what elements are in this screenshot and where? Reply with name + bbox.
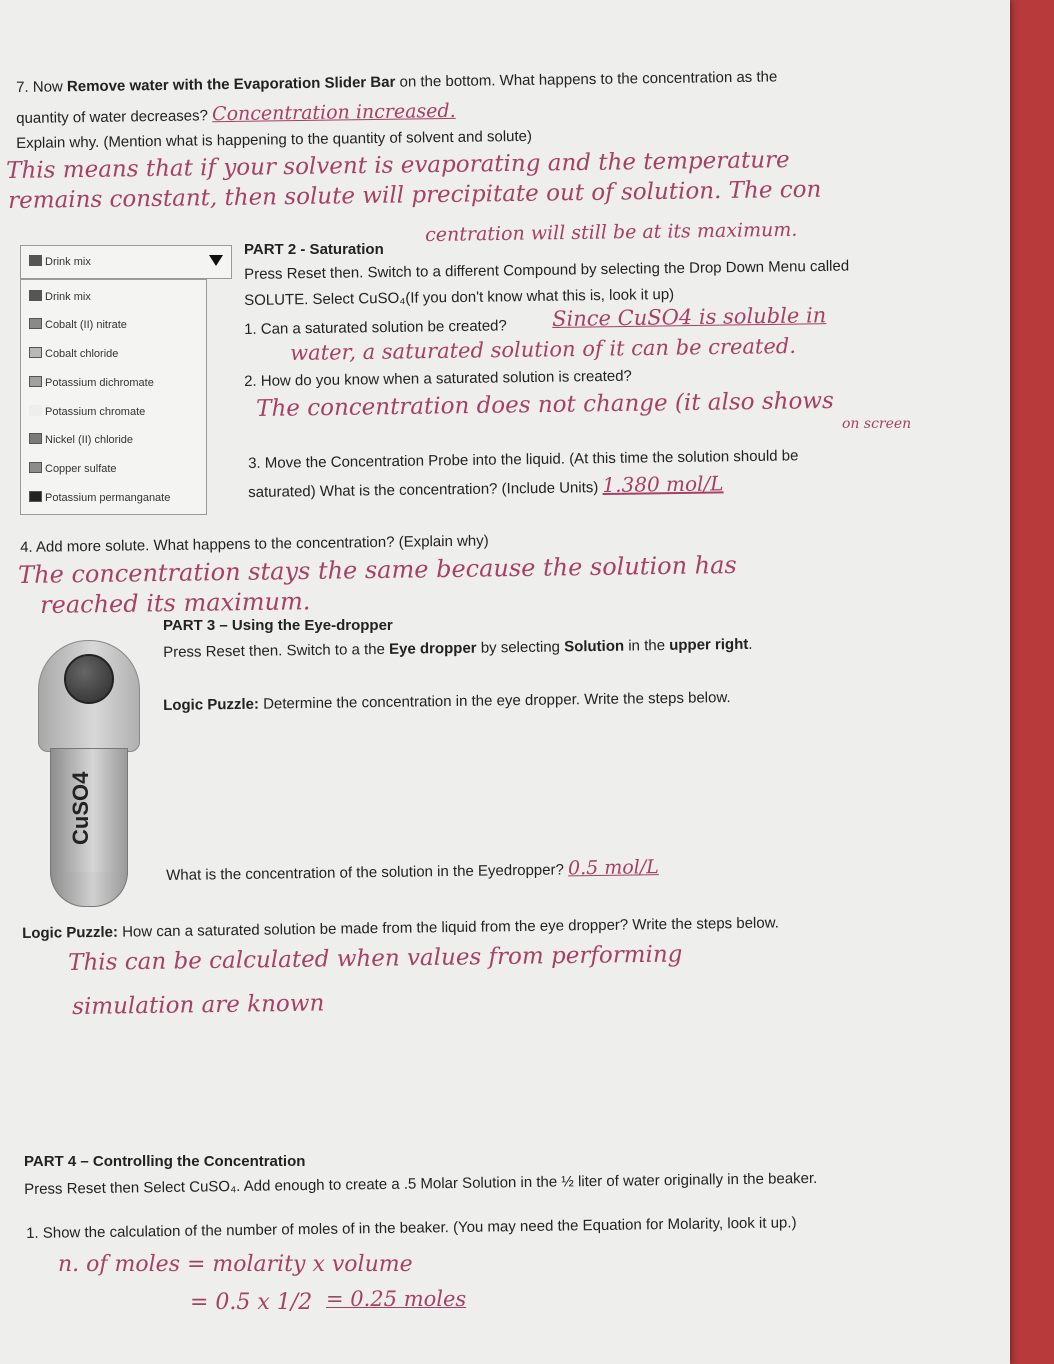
part2-a2-line2: on screen xyxy=(842,416,912,432)
dropdown-option-potassium-chromate[interactable]: Potassium chromate xyxy=(29,405,145,419)
part2-a1-line2: water, a saturated solution of it can be created. xyxy=(290,333,797,365)
swatch-icon xyxy=(29,491,42,502)
part2-q2: 2. How do you know when a saturated solution is created? xyxy=(244,367,632,390)
part3-logic-puzzle-2: Logic Puzzle: How can a saturated solution be made from the liquid from the eye dropper? Write the steps below. xyxy=(22,914,779,942)
part2-q3-line1: 3. Move the Concentration Probe into the liquid. (At this time the solution should be xyxy=(248,447,799,472)
dropdown-option-cobalt-nitrate[interactable]: Cobalt (II) nitrate xyxy=(29,318,127,332)
q4-handwritten-1: The concentration stays the same because the solution has xyxy=(17,550,737,589)
q7-answer: Concentration increased. xyxy=(211,99,456,126)
dropdown-option-potassium-dichromate[interactable]: Potassium dichromate xyxy=(29,376,154,390)
dropper-label: CuSO4 xyxy=(68,771,93,845)
dropdown-option-cobalt-chloride[interactable]: Cobalt chloride xyxy=(29,347,118,361)
swatch-icon xyxy=(29,290,42,301)
part2-q1: 1. Can a saturated solution be created? xyxy=(244,317,507,338)
dropper-tip xyxy=(50,872,128,907)
part4-title: PART 4 – Controlling the Concentration xyxy=(24,1153,306,1170)
dropdown-selected: Drink mix xyxy=(29,255,91,269)
part2-a2-line1: The concentration does not change (it also shows xyxy=(256,387,834,422)
swatch-icon xyxy=(29,433,42,444)
part3-handwritten-1: This can be calculated when values from performing xyxy=(68,941,683,976)
part2-a1-line1: Since CuSO4 is soluble in xyxy=(552,303,827,331)
part4-handwritten-2b: = 0.25 moles xyxy=(326,1287,467,1311)
part3-intro: Press Reset then. Switch to a the Eye dropper by selecting Solution in the upper right. xyxy=(163,635,753,661)
solute-dropdown-list xyxy=(20,279,207,515)
part3-concentration-answer: 0.5 mol/L xyxy=(567,856,659,880)
q7-handwritten-1: This means that if your solvent is evaporating and the temperature xyxy=(6,147,790,184)
chevron-down-icon[interactable] xyxy=(209,255,223,266)
q4-handwritten-2: reached its maximum. xyxy=(39,587,311,619)
swatch-icon xyxy=(29,405,42,416)
part2-intro-1: Press Reset then. Switch to a different Compound by selecting the Drop Down Menu called xyxy=(244,257,850,283)
part4-q1: 1. Show the calculation of the number of moles of in the beaker. (You may need the Equation for Molarity, look it up.) xyxy=(26,1214,797,1242)
q7-handwritten-2: remains constant, then solute will precipitate out of solution. The con xyxy=(8,176,822,214)
part2-a3: 1.380 mol/L xyxy=(602,471,724,498)
part2-q3-line2: saturated) What is the concentration? (Include Units) 1.380 mol/L xyxy=(248,471,724,501)
part3-title: PART 3 – Using the Eye-dropper xyxy=(163,617,393,634)
swatch-icon xyxy=(29,318,42,329)
swatch-icon xyxy=(29,462,42,473)
part4-handwritten-1: n. of moles = molarity x volume xyxy=(58,1252,413,1277)
solute-dropdown[interactable] xyxy=(20,245,232,279)
part4-intro: Press Reset then Select CuSO₄. Add enough to create a .5 Molar Solution in the ½ liter of water originally in the beaker. xyxy=(24,1169,818,1198)
dropper-button xyxy=(64,654,114,704)
dropdown-option-drink-mix[interactable]: Drink mix xyxy=(29,290,91,304)
q7-line1: 7. Now Remove water with the Evaporation Slider Bar on the bottom. What happens to the concentration as the xyxy=(16,68,778,96)
q7-line3: Explain why. (Mention what is happening to the quantity of solvent and solute) xyxy=(16,127,533,152)
part3-logic-puzzle-1: Logic Puzzle: Determine the concentration in the eye dropper. Write the steps below. xyxy=(163,689,731,714)
dropdown-option-copper-sulfate[interactable]: Copper sulfate xyxy=(29,462,117,476)
swatch-icon xyxy=(29,255,42,266)
swatch-icon xyxy=(29,376,42,387)
q7-line2: quantity of water decreases? Concentration increased. xyxy=(16,99,456,127)
part2-intro-2: SOLUTE. Select CuSO₄(If you don't know what this is, look it up) xyxy=(244,285,675,309)
swatch-icon xyxy=(29,347,42,358)
q4-question: 4. Add more solute. What happens to the concentration? (Explain why) xyxy=(20,532,489,556)
q7-handwritten-3: centration will still be at its maximum. xyxy=(425,218,798,246)
dropdown-option-potassium-permanganate[interactable]: Potassium permanganate xyxy=(29,491,170,505)
part2-title: PART 2 - Saturation xyxy=(244,241,384,258)
part3-handwritten-2: simulation are known xyxy=(72,990,325,1020)
dropdown-option-nickel-chloride[interactable]: Nickel (II) chloride xyxy=(29,433,133,447)
part4-handwritten-2a: = 0.5 x 1/2 xyxy=(190,1290,313,1315)
part3-concentration-question: What is the concentration of the solution in the Eyedropper? 0.5 mol/L xyxy=(166,856,659,884)
